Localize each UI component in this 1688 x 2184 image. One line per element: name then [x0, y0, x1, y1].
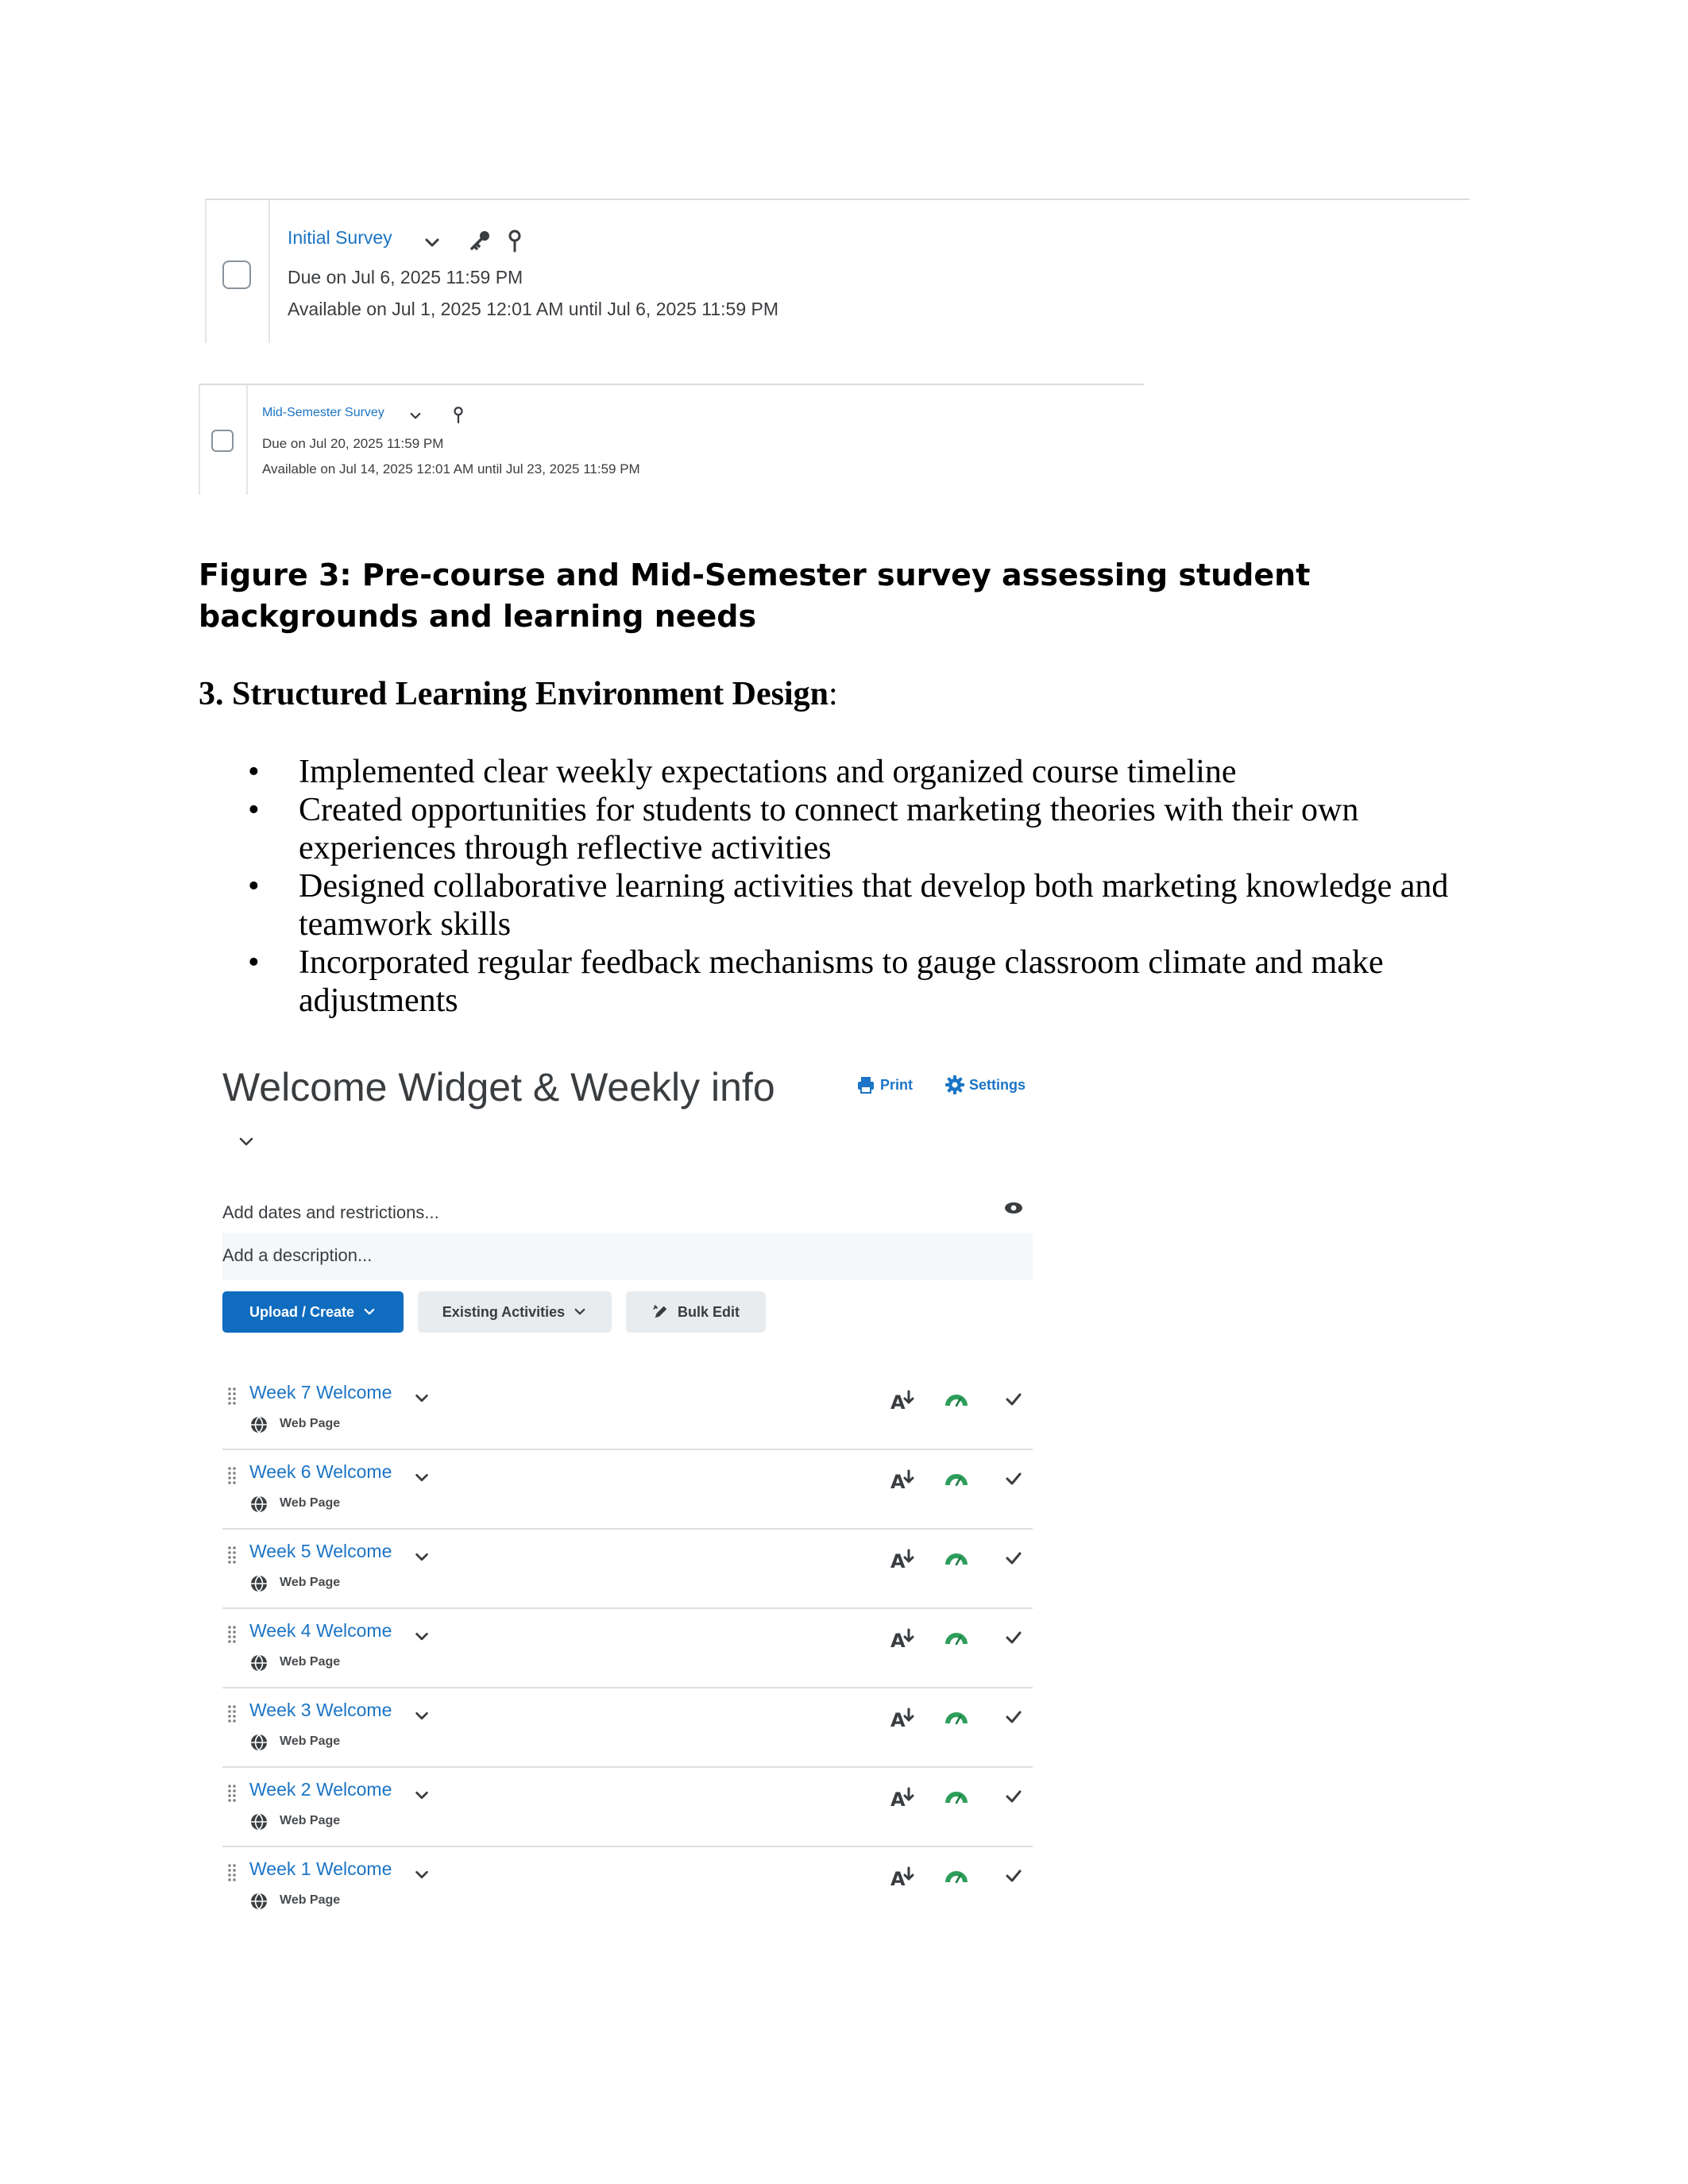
bullet-item: • Created opportunities for students to connect marketing theories with their own experiences through reflective activities	[199, 791, 1470, 867]
chevron-down-icon[interactable]	[413, 1549, 431, 1566]
list-item[interactable]	[222, 1607, 1033, 1688]
bullet-item: • Incorporated regular feedback mechanisms to gauge classroom climate and make adjustments	[199, 943, 1470, 1020]
item-type: Web Page	[280, 1893, 341, 1907]
section-bullet-list	[199, 753, 1470, 1020]
grade-icon[interactable]	[890, 1706, 917, 1730]
list-item[interactable]	[222, 1369, 1033, 1450]
description-field[interactable]	[222, 1233, 1033, 1280]
add-description-placeholder: Add a description...	[222, 1245, 373, 1265]
bulk-edit-label: Bulk Edit	[677, 1303, 740, 1320]
bullet-item: • Designed collaborative learning activities that develop both marketing knowledge and teamwork skills	[199, 867, 1470, 943]
eye-icon[interactable]	[1004, 1201, 1023, 1215]
item-type: Web Page	[280, 1734, 341, 1748]
survey-availability: Available on Jul 14, 2025 12:01 AM until Jul 23, 2025 11:59 PM	[262, 461, 640, 477]
widget-title: Welcome Widget & Weekly info	[222, 1065, 775, 1109]
gauge-icon[interactable]	[945, 1471, 968, 1488]
chevron-down-icon	[362, 1305, 377, 1319]
globe-icon	[249, 1892, 268, 1911]
card-divider	[268, 200, 270, 343]
pencil-icon	[652, 1303, 670, 1321]
item-type: Web Page	[280, 1655, 341, 1669]
check-icon[interactable]	[1004, 1390, 1023, 1409]
svg-text:A: A	[890, 1391, 906, 1412]
check-icon[interactable]	[1004, 1469, 1023, 1488]
existing-activities-button[interactable]	[418, 1291, 612, 1333]
chevron-down-icon[interactable]	[408, 409, 423, 423]
survey-title-link[interactable]: Initial Survey	[288, 227, 392, 248]
drag-handle-icon[interactable]	[227, 1387, 237, 1407]
check-icon[interactable]	[1004, 1787, 1023, 1806]
survey-due-date: Due on Jul 20, 2025 11:59 PM	[262, 436, 444, 451]
item-title-link[interactable]: Week 1 Welcome	[249, 1858, 392, 1879]
gauge-icon[interactable]	[945, 1788, 968, 1806]
globe-icon	[249, 1495, 268, 1514]
svg-text:A: A	[890, 1788, 906, 1809]
chevron-down-icon[interactable]	[413, 1866, 431, 1884]
upload-create-label: Upload / Create	[249, 1303, 355, 1320]
card-divider	[246, 385, 248, 495]
drag-handle-icon[interactable]	[227, 1625, 237, 1646]
item-title-link[interactable]: Week 2 Welcome	[249, 1779, 392, 1800]
gauge-icon[interactable]	[945, 1868, 968, 1885]
survey-checkbox[interactable]	[222, 260, 251, 289]
drag-handle-icon[interactable]	[227, 1545, 237, 1566]
card-left-border	[205, 200, 207, 343]
chevron-down-icon[interactable]	[413, 1628, 431, 1646]
item-title-link[interactable]: Week 5 Welcome	[249, 1541, 392, 1561]
globe-icon	[249, 1653, 268, 1673]
survey-title-link[interactable]: Mid-Semester Survey	[262, 406, 384, 419]
globe-icon	[249, 1574, 268, 1593]
drag-handle-icon[interactable]	[227, 1784, 237, 1804]
item-type: Web Page	[280, 1417, 341, 1430]
item-title-link[interactable]: Week 7 Welcome	[249, 1382, 392, 1403]
print-link[interactable]: Print	[880, 1077, 914, 1093]
list-item[interactable]	[222, 1528, 1033, 1609]
item-title-link[interactable]: Week 3 Welcome	[249, 1700, 392, 1720]
grade-icon[interactable]	[890, 1785, 917, 1809]
item-title-link[interactable]: Week 6 Welcome	[249, 1461, 392, 1482]
grade-icon[interactable]	[890, 1388, 917, 1412]
chevron-down-icon	[573, 1305, 587, 1319]
list-item[interactable]	[222, 1449, 1033, 1530]
item-type: Web Page	[280, 1576, 341, 1589]
gauge-icon[interactable]	[945, 1709, 968, 1727]
grade-icon[interactable]	[890, 1626, 917, 1650]
add-dates-link[interactable]: Add dates and restrictions...	[222, 1202, 439, 1222]
grade-icon[interactable]	[890, 1468, 917, 1491]
grade-icon[interactable]	[890, 1547, 917, 1571]
printer-icon[interactable]	[856, 1075, 875, 1094]
svg-text:A: A	[890, 1868, 906, 1889]
gauge-icon[interactable]	[945, 1391, 968, 1409]
chevron-down-icon[interactable]	[237, 1133, 256, 1152]
svg-text:A: A	[890, 1471, 906, 1491]
pin-icon	[451, 406, 465, 425]
chevron-down-icon[interactable]	[423, 233, 442, 253]
survey-card-initial	[205, 199, 1470, 343]
drag-handle-icon[interactable]	[227, 1863, 237, 1884]
bullet-item: • Implemented clear weekly expectations and organized course timeline	[199, 753, 1470, 791]
chevron-down-icon[interactable]	[413, 1390, 431, 1407]
svg-text:A: A	[890, 1630, 906, 1650]
existing-activities-label: Existing Activities	[442, 1303, 566, 1320]
figure-caption: Figure 3: Pre-course and Mid-Semester survey assessing student backgrounds and learning needs	[199, 558, 1311, 634]
check-icon[interactable]	[1004, 1866, 1023, 1885]
check-icon[interactable]	[1004, 1549, 1023, 1568]
item-type: Web Page	[280, 1814, 341, 1827]
gauge-icon[interactable]	[945, 1630, 968, 1647]
check-icon[interactable]	[1004, 1628, 1023, 1647]
bulk-edit-button[interactable]	[626, 1291, 766, 1333]
globe-icon	[249, 1415, 268, 1434]
check-icon[interactable]	[1004, 1707, 1023, 1727]
settings-link[interactable]: Settings	[969, 1077, 1026, 1093]
survey-card-mid-semester	[199, 384, 1144, 495]
chevron-down-icon[interactable]	[413, 1707, 431, 1725]
svg-text:A: A	[890, 1550, 906, 1571]
grade-icon[interactable]	[890, 1865, 917, 1889]
globe-icon	[249, 1812, 268, 1831]
survey-checkbox[interactable]	[211, 430, 234, 452]
survey-availability: Available on Jul 1, 2025 12:01 AM until Jul 6, 2025 11:59 PM	[288, 299, 779, 319]
chevron-down-icon[interactable]	[413, 1787, 431, 1804]
section-heading-text: 3. Structured Learning Environment Design	[199, 676, 829, 712]
gauge-icon[interactable]	[945, 1550, 968, 1568]
list-item[interactable]	[222, 1846, 1033, 1925]
upload-create-button[interactable]	[222, 1291, 404, 1333]
svg-text:A: A	[890, 1709, 906, 1730]
survey-due-date: Due on Jul 6, 2025 11:59 PM	[288, 267, 523, 287]
key-icon	[467, 229, 492, 254]
list-item[interactable]	[222, 1687, 1033, 1768]
gear-icon[interactable]	[945, 1075, 964, 1094]
chevron-down-icon[interactable]	[413, 1469, 431, 1487]
item-title-link[interactable]: Week 4 Welcome	[249, 1620, 392, 1641]
pin-icon	[505, 229, 524, 254]
drag-handle-icon[interactable]	[227, 1704, 237, 1725]
section-heading	[199, 675, 838, 713]
section-heading-colon: :	[829, 676, 838, 712]
globe-icon	[249, 1733, 268, 1752]
card-left-border	[199, 385, 200, 495]
item-type: Web Page	[280, 1496, 341, 1510]
drag-handle-icon[interactable]	[227, 1466, 237, 1487]
list-item[interactable]	[222, 1766, 1033, 1847]
